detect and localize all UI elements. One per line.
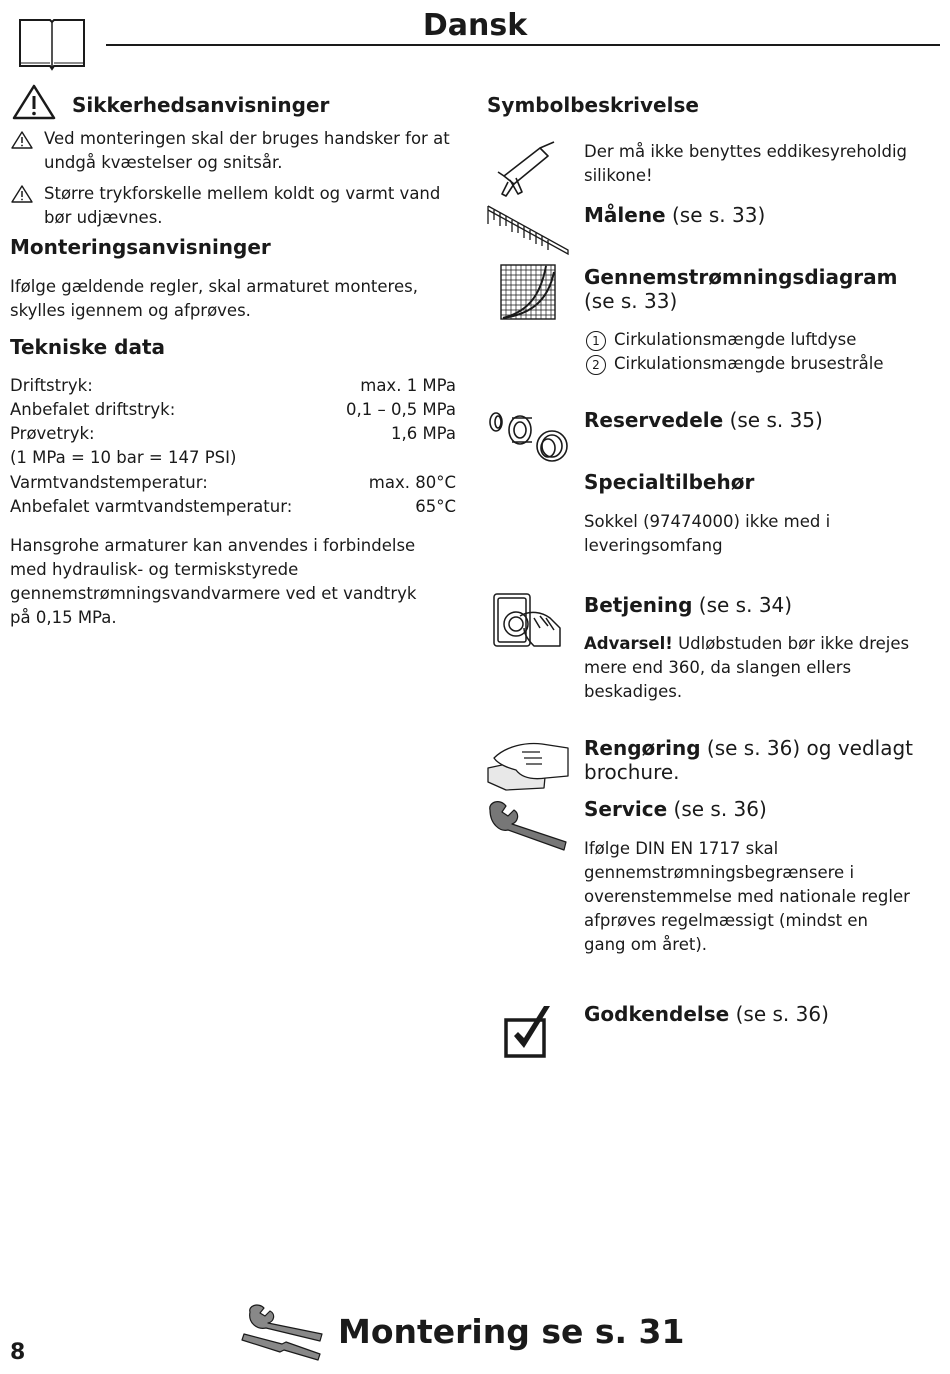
warning-text: Udløbstuden bør ikke drejes mere end 360, da slangen ellers beskadiges.: [584, 634, 910, 701]
flow-item: [586, 352, 884, 376]
flow-item-number: 2: [586, 355, 606, 375]
spare-parts-title: Reservedele: [584, 408, 724, 432]
tech-row: [10, 398, 456, 422]
silicone-gun-icon: [496, 140, 558, 198]
spare-parts-icon: [488, 404, 572, 464]
cleaning-title: Rengøring: [584, 736, 701, 760]
dimensions-line: [584, 203, 765, 227]
operation-warning: [584, 632, 914, 704]
tech-label: Driftstryk:: [10, 376, 93, 395]
operation-line: [584, 593, 792, 617]
flow-line: [584, 265, 924, 313]
tech-row: [10, 374, 456, 398]
warning-small-icon: [11, 131, 33, 149]
tech-row: [10, 422, 456, 446]
tech-label: Varmtvandstemperatur:: [10, 473, 208, 492]
technical-heading: Tekniske data: [10, 335, 166, 359]
accessories-title: Specialtilbehør: [584, 470, 755, 494]
cleaning-line: [584, 736, 924, 784]
flow-title: Gennemstrømningsdiagram: [584, 265, 898, 289]
dimensions-title: Målene: [584, 203, 666, 227]
tech-label: (1 MPa = 10 bar = 147 PSI): [10, 448, 237, 467]
silicone-text: Der må ikke benyttes eddikesyreholdig silikone!: [584, 142, 907, 185]
safety-item: Ved monteringen skal der bruges handsker for at undgå kvæstelser og snitsår.: [44, 129, 450, 172]
safety-item: Større trykforskelle mellem koldt og varmt vand bør udjævnes.: [44, 184, 441, 227]
tech-row: [10, 446, 456, 470]
service-text: Ifølge DIN EN 1717 skal gennemstrømningsbegrænsere i overenstemmelse med nationale regler afprøves regelmæssigt (mindst en gang om året).: [584, 839, 910, 954]
operation-title: Betjening: [584, 593, 693, 617]
flow-item-text: Cirkulationsmængde brusestråle: [614, 354, 884, 373]
approval-ref: (se s. 36): [735, 1002, 829, 1026]
mounting-text: Ifølge gældende regler, skal armaturet monteres, skylles igennem og afprøves.: [10, 277, 418, 320]
symbols-heading: Symbolbeskrivelse: [487, 93, 699, 117]
safety-heading: Sikkerhedsanvisninger: [72, 93, 330, 117]
service-line: [584, 797, 767, 821]
tech-row: [10, 495, 456, 519]
warning-triangle-icon: [12, 84, 56, 120]
ruler-icon: [486, 204, 570, 256]
spare-parts-line: [584, 408, 823, 432]
flow-ref: (se s. 33): [584, 289, 678, 313]
tech-value: max. 80°C: [368, 473, 456, 492]
tech-label: Prøvetryk:: [10, 424, 95, 443]
header-rule: [106, 44, 940, 46]
approval-line: [584, 1002, 829, 1026]
tech-value: max. 1 MPa: [360, 376, 456, 395]
footer-text: Montering se s. 31: [338, 1312, 685, 1351]
tools-icon: [242, 1304, 326, 1362]
cleaning-hand-icon: [486, 738, 572, 792]
approval-title: Godkendelse: [584, 1002, 730, 1026]
mounting-heading: Monteringsanvisninger: [10, 235, 271, 259]
hand-turning-icon: [490, 588, 564, 650]
tech-label: Anbefalet driftstryk:: [10, 400, 176, 419]
tech-value: 0,1 – 0,5 MPa: [345, 400, 456, 419]
flow-item: [586, 328, 856, 352]
warning-label: Advarsel!: [584, 634, 673, 653]
tech-value: 1,6 MPa: [390, 424, 456, 443]
accessories-text: Sokkel (97474000) ikke med i leveringsomfang: [584, 512, 831, 555]
tech-label: Anbefalet varmtvandstemperatur:: [10, 497, 293, 516]
technical-note: Hansgrohe armaturer kan anvendes i forbindelse med hydraulisk- og termiskstyrede gennemstrømningsvandvarmere ved et vandtryk på 0,15 MPa.: [10, 536, 417, 627]
flow-item-number: 1: [586, 331, 606, 351]
tech-row: [10, 471, 456, 495]
wrench-icon: [486, 800, 570, 852]
tech-value: 65°C: [415, 497, 456, 516]
flow-diagram-icon: [500, 264, 556, 320]
warning-small-icon: [11, 185, 33, 203]
service-title: Service: [584, 797, 668, 821]
page-number: 8: [10, 1340, 26, 1365]
cleaning-ref: (se s. 36) og vedlagt brochure.: [584, 736, 914, 784]
spare-parts-ref: (se s. 35): [729, 408, 823, 432]
page-title: Dansk: [422, 8, 528, 43]
service-ref: (se s. 36): [673, 797, 767, 821]
dimensions-ref: (se s. 33): [671, 203, 766, 227]
checkbox-check-icon: [502, 1002, 556, 1060]
operation-ref: (se s. 34): [698, 593, 793, 617]
flow-item-text: Cirkulationsmængde luftdyse: [614, 330, 857, 349]
